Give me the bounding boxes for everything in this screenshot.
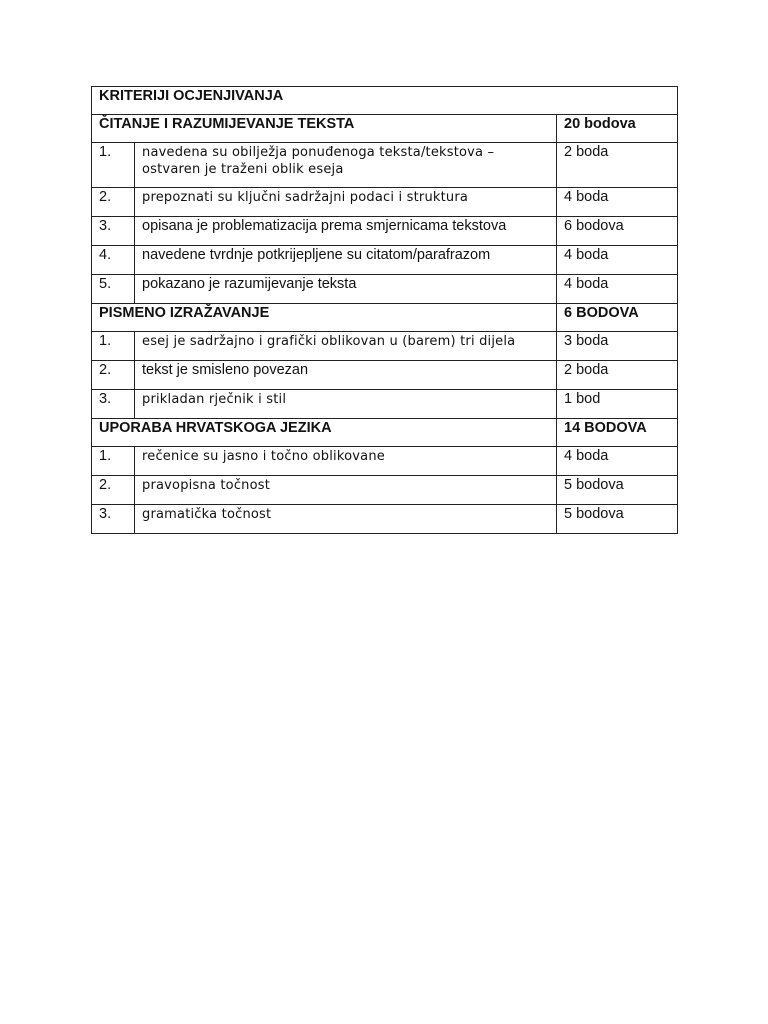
table-row: [92, 143, 678, 188]
item-number: 3.: [92, 390, 135, 419]
item-points: 4 boda: [557, 246, 678, 275]
item-points: 4 boda: [557, 447, 678, 476]
table-row: [92, 390, 678, 419]
section-header-row: [92, 419, 678, 447]
table-row: [92, 188, 678, 217]
item-number: 5.: [92, 275, 135, 304]
item-points: 1 bod: [557, 390, 678, 419]
table-row: [92, 505, 678, 534]
item-points: 3 boda: [557, 332, 678, 361]
section-points: 14 BODOVA: [557, 419, 678, 447]
item-description: navedena su obilježja ponuđenoga teksta/tekstova – ostvaren je traženi oblik eseja: [135, 143, 557, 188]
item-description: pravopisna točnost: [135, 476, 557, 505]
table-row: [92, 246, 678, 275]
item-description: gramatička točnost: [135, 505, 557, 534]
item-number: 3.: [92, 217, 135, 246]
table-row: [92, 217, 678, 246]
item-number: 4.: [92, 246, 135, 275]
table-row: [92, 275, 678, 304]
item-points: 2 boda: [557, 361, 678, 390]
table-row: [92, 332, 678, 361]
item-description: opisana je problematizacija prema smjernicama tekstova: [135, 217, 557, 246]
table-row: [92, 447, 678, 476]
item-points: 2 boda: [557, 143, 678, 188]
item-points: 5 bodova: [557, 476, 678, 505]
item-number: 1.: [92, 332, 135, 361]
item-number: 1.: [92, 143, 135, 188]
section-heading: PISMENO IZRAŽAVANJE: [92, 304, 557, 332]
item-points: 5 bodova: [557, 505, 678, 534]
item-description: tekst je smisleno povezan: [135, 361, 557, 390]
item-description: pokazano je razumijevanje teksta: [135, 275, 557, 304]
section-heading: ČITANJE I RAZUMIJEVANJE TEKSTA: [92, 115, 557, 143]
table-row: [92, 361, 678, 390]
item-description: prikladan rječnik i stil: [135, 390, 557, 419]
section-points: 6 BODOVA: [557, 304, 678, 332]
section-header-row: [92, 304, 678, 332]
item-number: 2.: [92, 188, 135, 217]
table-title: KRITERIJI OCJENJIVANJA: [92, 87, 678, 115]
section-header-row: [92, 115, 678, 143]
item-description: navedene tvrdnje potkrijepljene su citatom/parafrazom: [135, 246, 557, 275]
table-title-row: [92, 87, 678, 115]
item-description: prepoznati su ključni sadržajni podaci i struktura: [135, 188, 557, 217]
item-number: 1.: [92, 447, 135, 476]
item-number: 2.: [92, 361, 135, 390]
item-points: 6 bodova: [557, 217, 678, 246]
item-number: 2.: [92, 476, 135, 505]
section-heading: UPORABA HRVATSKOGA JEZIKA: [92, 419, 557, 447]
item-points: 4 boda: [557, 275, 678, 304]
grading-criteria-table: [91, 86, 678, 534]
table-row: [92, 476, 678, 505]
item-description: esej je sadržajno i grafički oblikovan u (barem) tri dijela: [135, 332, 557, 361]
section-points: 20 bodova: [557, 115, 678, 143]
item-description: rečenice su jasno i točno oblikovane: [135, 447, 557, 476]
item-points: 4 boda: [557, 188, 678, 217]
item-number: 3.: [92, 505, 135, 534]
